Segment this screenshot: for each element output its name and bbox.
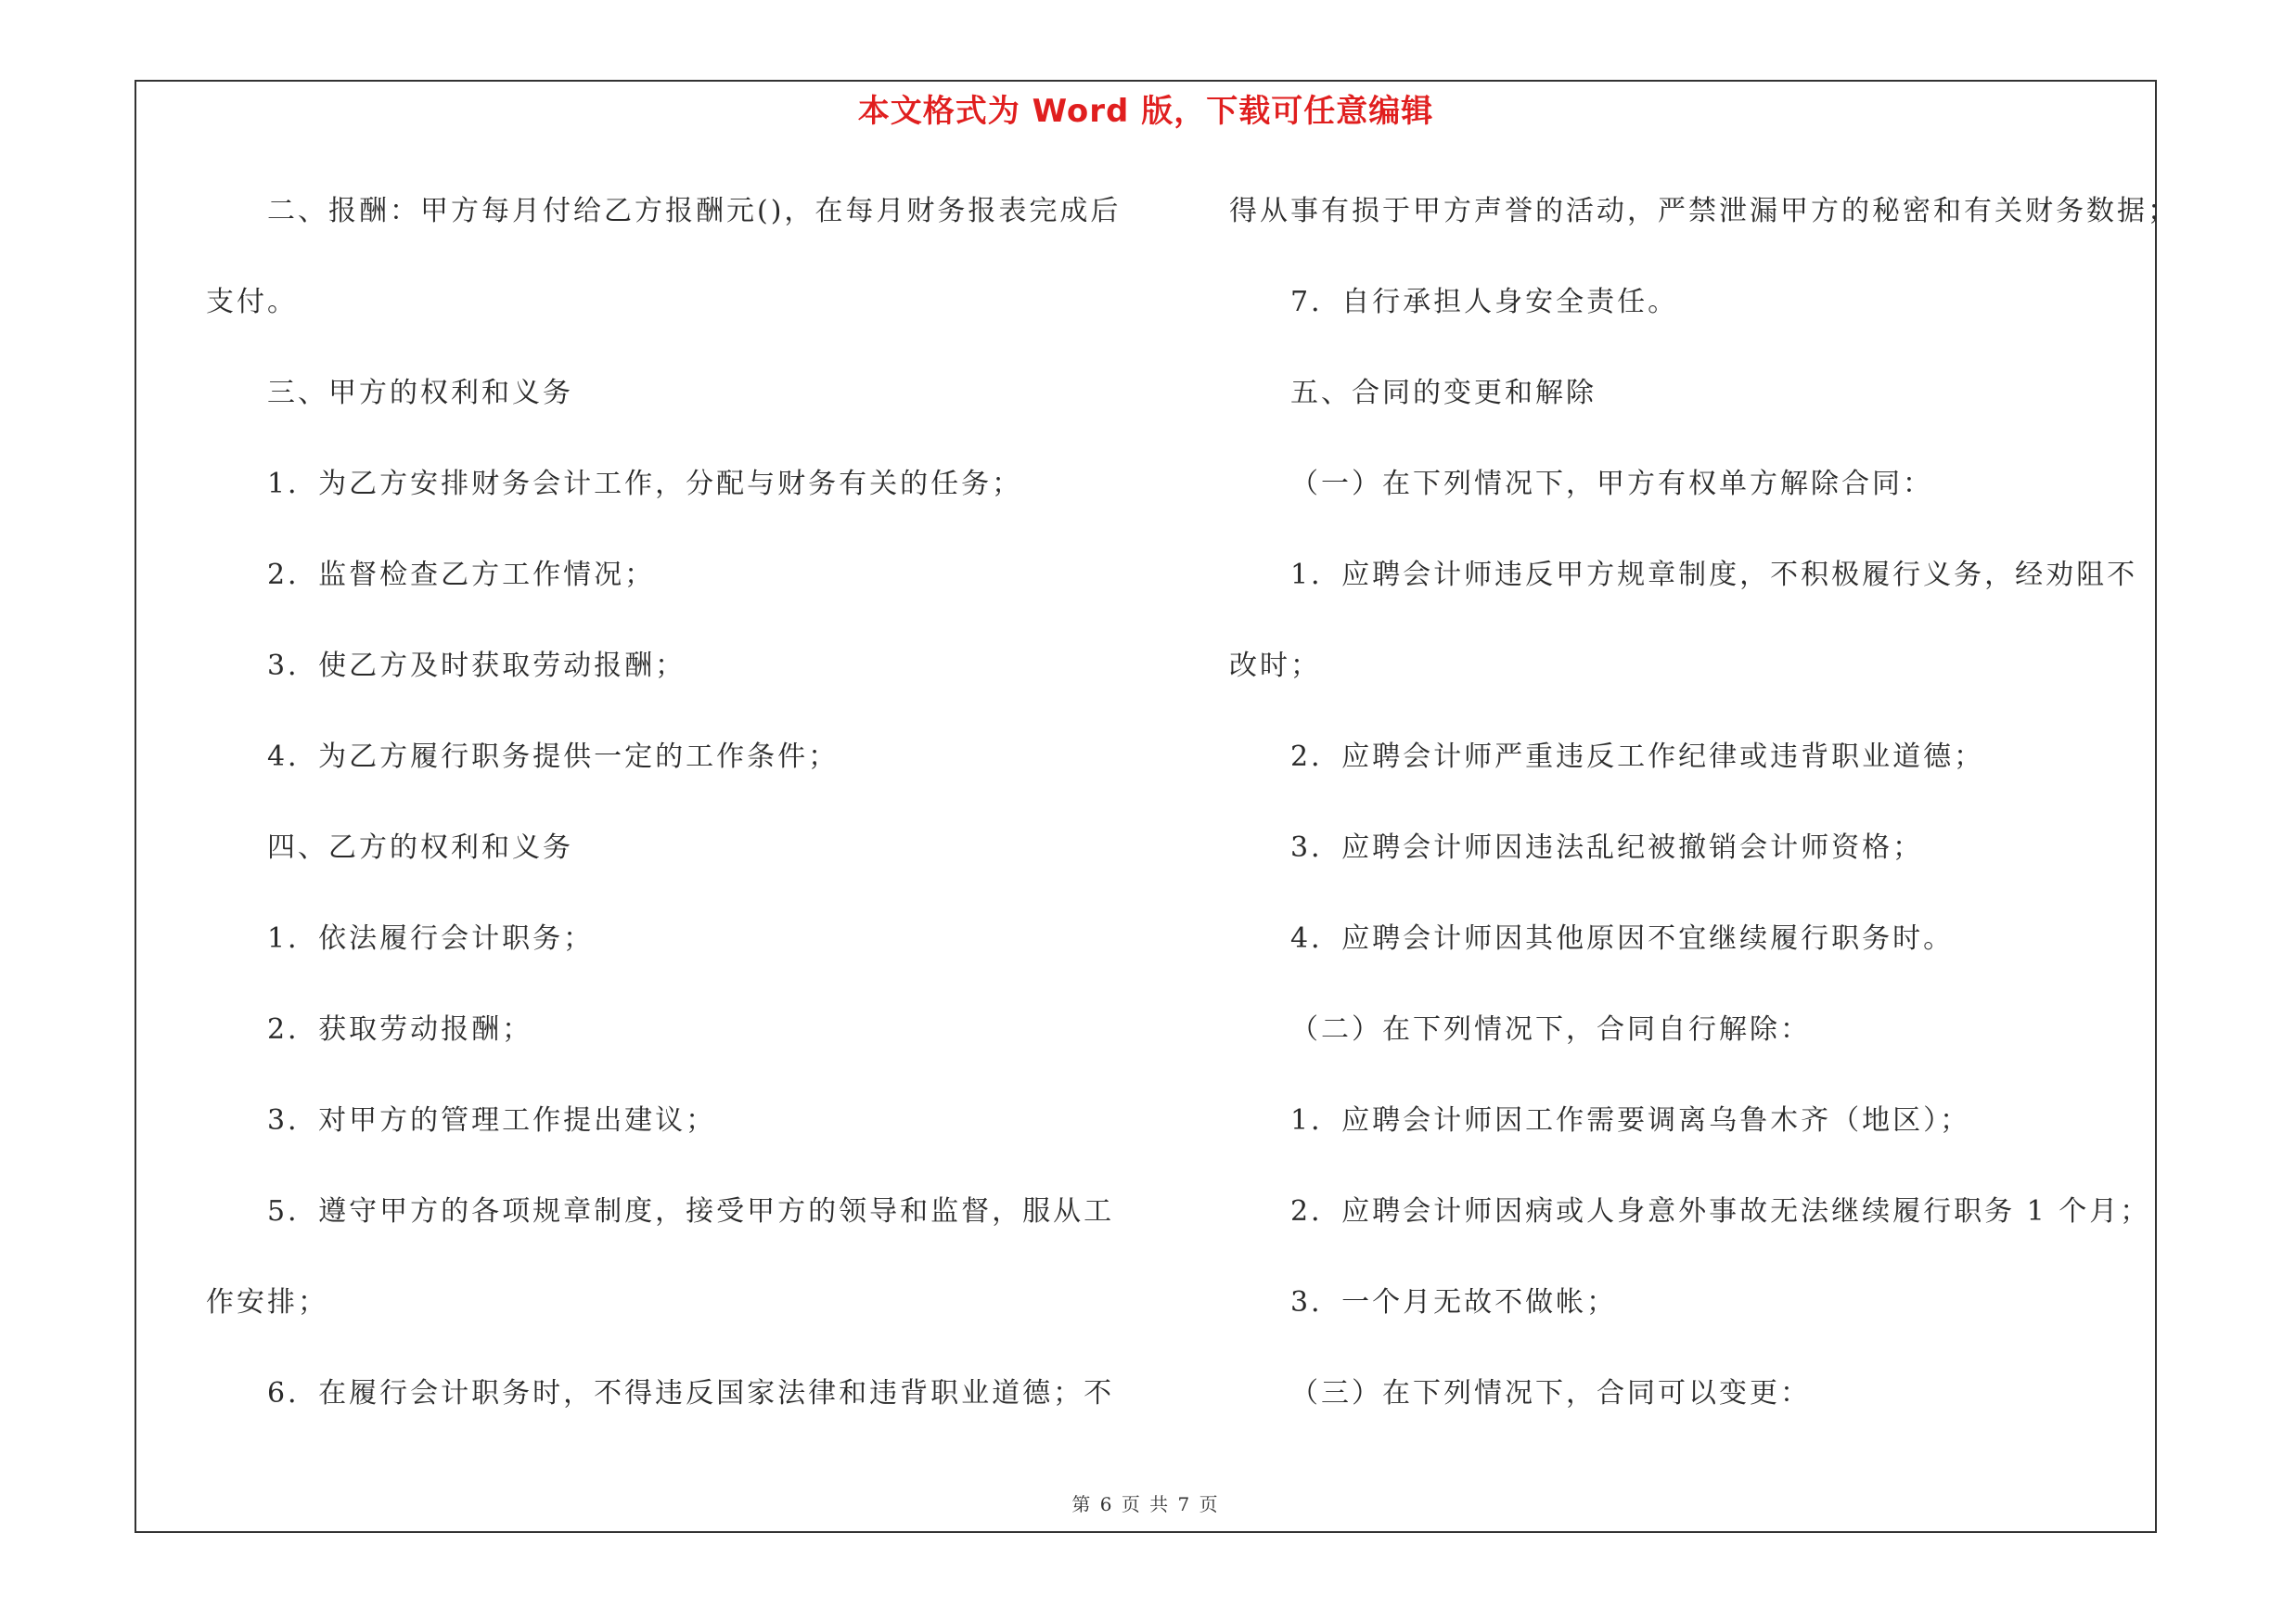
paragraph-line: 4．应聘会计师因其他原因不宜继续履行职务时。 xyxy=(1290,922,1955,955)
paragraph-line: 三、甲方的权利和义务 xyxy=(267,377,573,409)
paragraph-line: （一）在下列情况下，甲方有权单方解除合同： xyxy=(1290,468,1933,500)
paragraph-line: 3．使乙方及时获取劳动报酬； xyxy=(267,650,686,682)
page-number-footer: 第 6 页 共 7 页 xyxy=(1071,1493,1220,1515)
paragraph-line: 1．应聘会计师因工作需要调离乌鲁木齐（地区）； xyxy=(1290,1104,1971,1137)
paragraph-line: 5．遵守甲方的各项规章制度，接受甲方的领导和监督，服从工 xyxy=(267,1195,1115,1228)
paragraph-line: 2．应聘会计师因病或人身意外事故无法继续履行职务 1 个月； xyxy=(1290,1195,2151,1228)
paragraph-line: 4．为乙方履行职务提供一定的工作条件； xyxy=(267,741,840,773)
paragraph-line: 3．一个月无故不做帐； xyxy=(1290,1286,1618,1319)
header-banner-container xyxy=(135,85,2157,132)
paragraph-line: 支付。 xyxy=(206,286,298,318)
paragraph-line: 得从事有损于甲方声誉的活动，严禁泄漏甲方的秘密和有关财务数据； xyxy=(1229,195,2178,227)
paragraph-line: 作安排； xyxy=(206,1286,328,1319)
left-column xyxy=(206,182,1171,1455)
paragraph-line: 6．在履行会计职务时，不得违反国家法律和违背职业道德；不 xyxy=(267,1377,1115,1410)
paragraph-line: 1．为乙方安排财务会计工作，分配与财务有关的任务； xyxy=(267,468,1023,500)
paragraph-line: 3．应聘会计师因违法乱纪被撤销会计师资格； xyxy=(1290,831,1924,864)
header-banner: 本文格式为 Word 版，下载可任意编辑 xyxy=(857,93,1434,130)
paragraph-line: 1．依法履行会计职务； xyxy=(267,922,595,955)
paragraph-line: 五、合同的变更和解除 xyxy=(1290,377,1597,409)
paragraph-line: 2．获取劳动报酬； xyxy=(267,1013,533,1046)
paragraph-line: （二）在下列情况下，合同自行解除： xyxy=(1290,1013,1811,1046)
paragraph-line: 3．对甲方的管理工作提出建议； xyxy=(267,1104,717,1137)
paragraph-line: 2．应聘会计师严重违反工作纪律或违背职业道德； xyxy=(1290,741,1985,773)
right-column xyxy=(1229,182,2194,1455)
paragraph-line: 2．监督检查乙方工作情况； xyxy=(267,559,656,591)
paragraph-line: 改时； xyxy=(1229,650,1321,682)
paragraph-line: （三）在下列情况下，合同可以变更： xyxy=(1290,1377,1811,1410)
paragraph-line: 二、报酬：甲方每月付给乙方报酬元()，在每月财务报表完成后 xyxy=(267,195,1122,227)
paragraph-line: 四、乙方的权利和义务 xyxy=(267,831,573,864)
paragraph-line: 7．自行承担人身安全责任。 xyxy=(1290,286,1679,318)
paragraph-line: 1．应聘会计师违反甲方规章制度，不积极履行义务，经劝阻不 xyxy=(1290,559,2138,591)
